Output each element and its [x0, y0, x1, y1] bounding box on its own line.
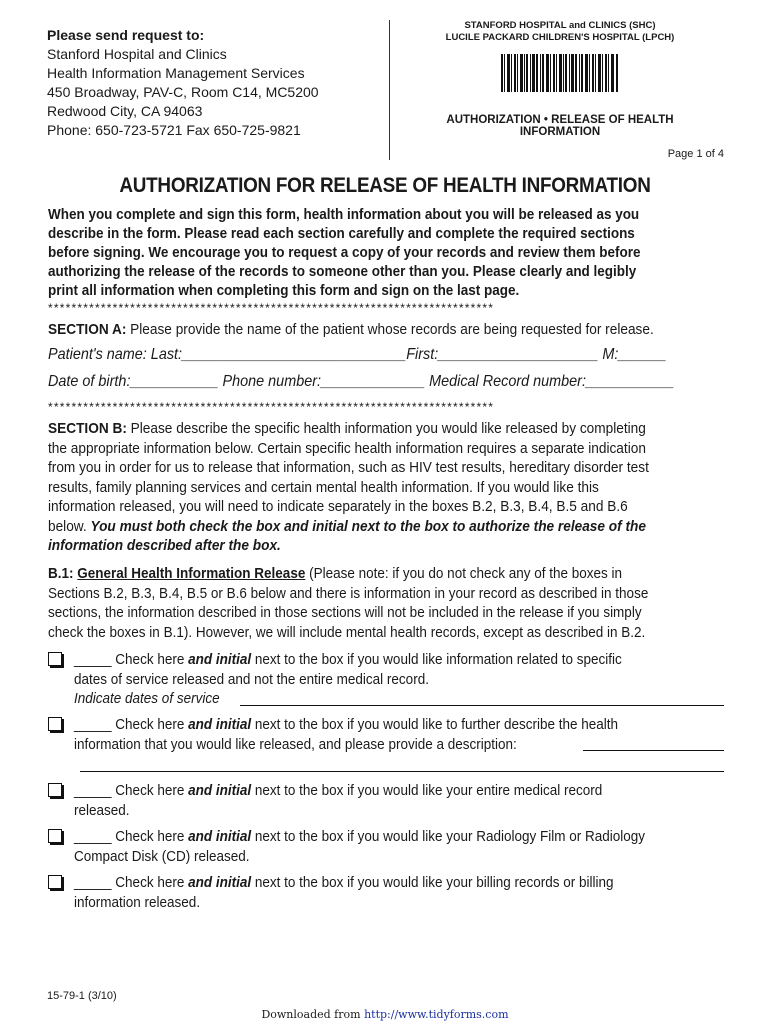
form-title-line1: AUTHORIZATION • RELEASE OF HEALTH [446, 114, 674, 126]
send-to-block [47, 26, 387, 140]
address-line: 450 Broadway, PAV-C, Room C14, MC5200 [47, 84, 319, 100]
b1-heading: General Health Information Release [77, 565, 306, 582]
option-text: released. [74, 801, 130, 819]
intro-line: print all information when completing this form and sign on the last page. [48, 283, 520, 299]
send-to-label: Please send request to: [47, 27, 205, 43]
b1-paragraph [48, 564, 714, 642]
description-field[interactable] [583, 750, 724, 751]
option-text: Check here [111, 651, 189, 668]
address-line: Redwood City, CA 94063 [47, 103, 203, 119]
org-name-lpch: LUCILE PACKARD CHILDREN'S HOSPITAL (LPCH) [445, 32, 675, 43]
section-b-line: below. [48, 517, 91, 535]
initial-blank[interactable]: _____ [74, 716, 112, 733]
initial-blank[interactable]: _____ [74, 782, 112, 799]
option-specific-dates [74, 650, 722, 709]
initial-blank[interactable]: _____ [74, 828, 112, 845]
section-a-text: Please provide the name of the patient whose records are being requested for release. [126, 321, 654, 338]
intro-line: authorizing the release of the records to someone other than you. Please clearly and legibly [48, 264, 637, 280]
option-text: next to the box if you would like your billing records or billing [251, 874, 614, 891]
section-b-emphasis: information described after the box. [48, 537, 281, 554]
specific-dates-checkbox[interactable] [48, 652, 62, 666]
org-block [395, 20, 725, 138]
billing-records-checkbox[interactable] [48, 875, 62, 889]
option-entire-record [74, 781, 722, 820]
org-name-shc: STANFORD HOSPITAL and CLINICS (SHC) [464, 20, 656, 31]
option-emphasis: and initial [188, 716, 252, 733]
intro-paragraph [48, 206, 699, 301]
b1-line: (Please note: if you do not check any of the boxes in [305, 565, 623, 582]
address-line: Phone: 650-723-5721 Fax 650-725-9821 [47, 122, 301, 138]
section-b-line: from you in order for us to release that information, such as HIV test results, hereditary disorder test [48, 459, 649, 476]
address-line: Health Information Management Services [47, 65, 305, 81]
option-text: next to the box if you would like your entire medical record [251, 782, 603, 799]
star-divider: **************************************************************************** [48, 400, 495, 414]
option-text: Check here [111, 782, 189, 799]
dates-of-service-label: Indicate dates of service [74, 690, 220, 707]
option-radiology [74, 827, 722, 866]
dates-of-service-field[interactable] [240, 705, 724, 706]
option-text: Compact Disk (CD) released. [74, 847, 250, 865]
b1-line: check the boxes in B.1). However, we will include mental health records, except as described in B.2. [48, 623, 646, 641]
option-text: information released. [74, 893, 201, 911]
initial-blank[interactable]: _____ [74, 874, 112, 891]
document-title: AUTHORIZATION FOR RELEASE OF HEALTH INFORMATION [119, 174, 651, 197]
download-link[interactable]: http://www.tidyforms.com [364, 1008, 509, 1021]
form-title-line2: INFORMATION [519, 126, 601, 138]
initial-blank[interactable]: _____ [74, 651, 112, 668]
radiology-checkbox[interactable] [48, 829, 62, 843]
option-text: next to the box if you would like information related to specific [251, 651, 622, 668]
section-b-line: Please describe the specific health information you would like released by completing [126, 420, 646, 437]
section-b-line: information released, you will need to indicate separately in the boxes B.2, B.3, B.4, B.5 and B.6 [48, 498, 628, 515]
option-text: dates of service released and not the entire medical record. [74, 670, 429, 688]
description-field-line2[interactable] [80, 771, 724, 772]
describe-info-checkbox[interactable] [48, 717, 62, 731]
intro-line: When you complete and sign this form, health information about you will be released as you [48, 207, 640, 223]
intro-line: before signing. We encourage you to request a copy of your records and review them before [48, 245, 641, 261]
page-number: Page 1 of 4 [667, 148, 724, 160]
barcode [501, 54, 619, 92]
option-text: next to the box if you would like your Radiology Film or Radiology [251, 828, 646, 845]
section-b-label: SECTION B: [48, 420, 127, 437]
option-text: Check here [111, 874, 189, 891]
option-emphasis: and initial [188, 651, 252, 668]
download-prefix: Downloaded from [261, 1008, 365, 1021]
b1-line: Sections B.2, B.3, B.4, B.5 or B.6 below and there is information in your record as described in those [48, 584, 649, 602]
section-b-line: the appropriate information below. Certain specific health information requires a separate indication [48, 439, 646, 457]
option-text: next to the box if you would like to further describe the health [251, 716, 619, 733]
download-attribution [0, 1008, 770, 1021]
star-divider: **************************************************************************** [48, 301, 495, 315]
entire-record-checkbox[interactable] [48, 783, 62, 797]
patient-dob-phone-mrn-fields[interactable]: Date of birth:___________ Phone number:_____________ Medical Record number:___________ [48, 373, 675, 390]
option-text: information that you would like released, and please provide a description: [74, 735, 517, 753]
b1-label: B.1: [48, 565, 74, 582]
header-divider [389, 20, 390, 160]
b1-line: sections, the information described in those sections will not be included in the release if you simply [48, 604, 642, 621]
option-text: Check here [111, 828, 189, 845]
option-describe-info [74, 715, 722, 754]
patient-name-fields[interactable]: Patient's name: Last:____________________________First:____________________ M:______ [48, 346, 667, 363]
intro-line: describe in the form. Please read each section carefully and complete the required sections [48, 226, 635, 242]
section-b-line: results, family planning services and certain mental health information. If you would like this [48, 478, 599, 496]
address-line: Stanford Hospital and Clinics [47, 46, 227, 62]
option-emphasis: and initial [188, 874, 252, 891]
section-a-heading [48, 320, 703, 339]
section-b-emphasis: You must both check the box and initial next to the box to authorize the release of the [90, 517, 646, 535]
form-code: 15-79-1 (3/10) [47, 990, 117, 1002]
section-a-label: SECTION A: [48, 321, 127, 338]
section-b-paragraph [48, 419, 703, 556]
option-text: Check here [111, 716, 189, 733]
option-emphasis: and initial [188, 782, 252, 799]
option-billing-records [74, 873, 722, 912]
option-emphasis: and initial [188, 828, 252, 845]
